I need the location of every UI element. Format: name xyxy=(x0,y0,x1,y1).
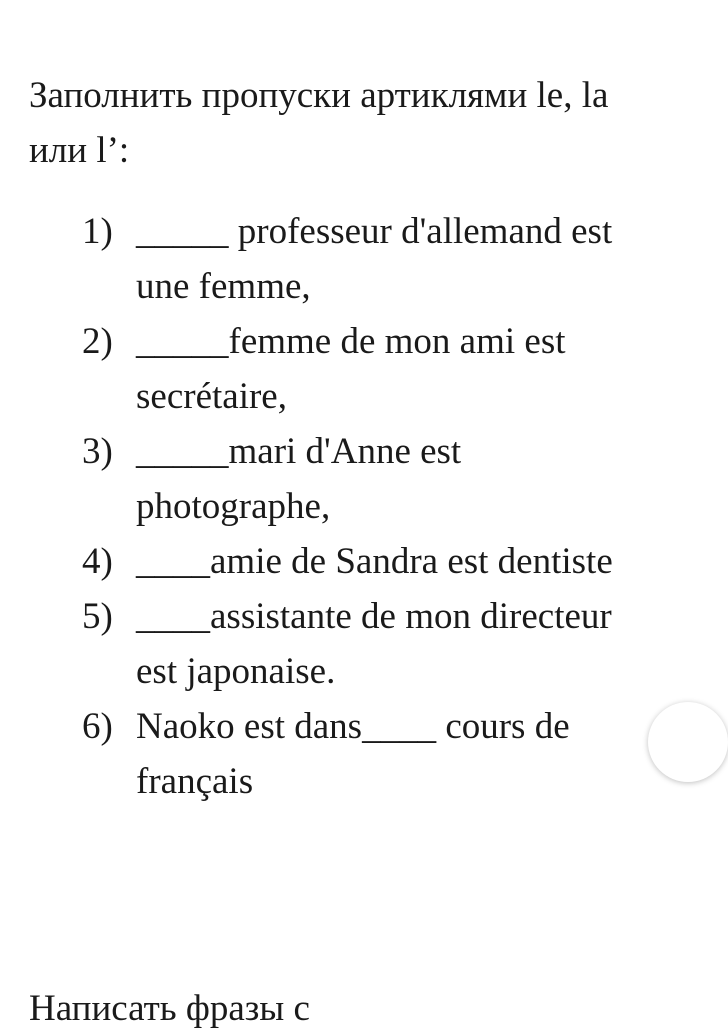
exercise-number: 3) xyxy=(82,431,113,472)
exercise-instruction: Заполнить пропуски артиклями le, la или l’: xyxy=(29,75,609,171)
exercise-number: 1) xyxy=(82,211,113,252)
exercise-number: 4) xyxy=(82,541,113,582)
next-exercise-heading: Написать фразы с xyxy=(29,988,310,1029)
exercise-text: Naoko est dans____ cours de français xyxy=(136,706,570,802)
exercise-list xyxy=(0,204,672,809)
exercise-item-6 xyxy=(0,699,672,809)
exercise-number: 2) xyxy=(82,321,113,362)
exercise-number: 5) xyxy=(82,596,113,637)
exercise-text: _____ professeur d'allemand est une femme, xyxy=(136,211,613,307)
exercise-item-2 xyxy=(0,314,672,424)
exercise-text: ____assistante de mon directeur est japonaise. xyxy=(136,596,612,692)
exercise-text: ____amie de Sandra est dentiste xyxy=(136,541,613,582)
exercise-text: _____mari d'Anne est photographe, xyxy=(136,431,462,527)
exercise-item-1 xyxy=(0,204,672,314)
exercise-text: _____femme de mon ami est secrétaire, xyxy=(136,321,566,417)
exercise-item-3 xyxy=(0,424,672,534)
exercise-item-5 xyxy=(0,589,672,699)
exercise-number: 6) xyxy=(82,706,113,747)
scroll-handle[interactable] xyxy=(648,702,728,782)
exercise-item-4 xyxy=(0,534,672,589)
